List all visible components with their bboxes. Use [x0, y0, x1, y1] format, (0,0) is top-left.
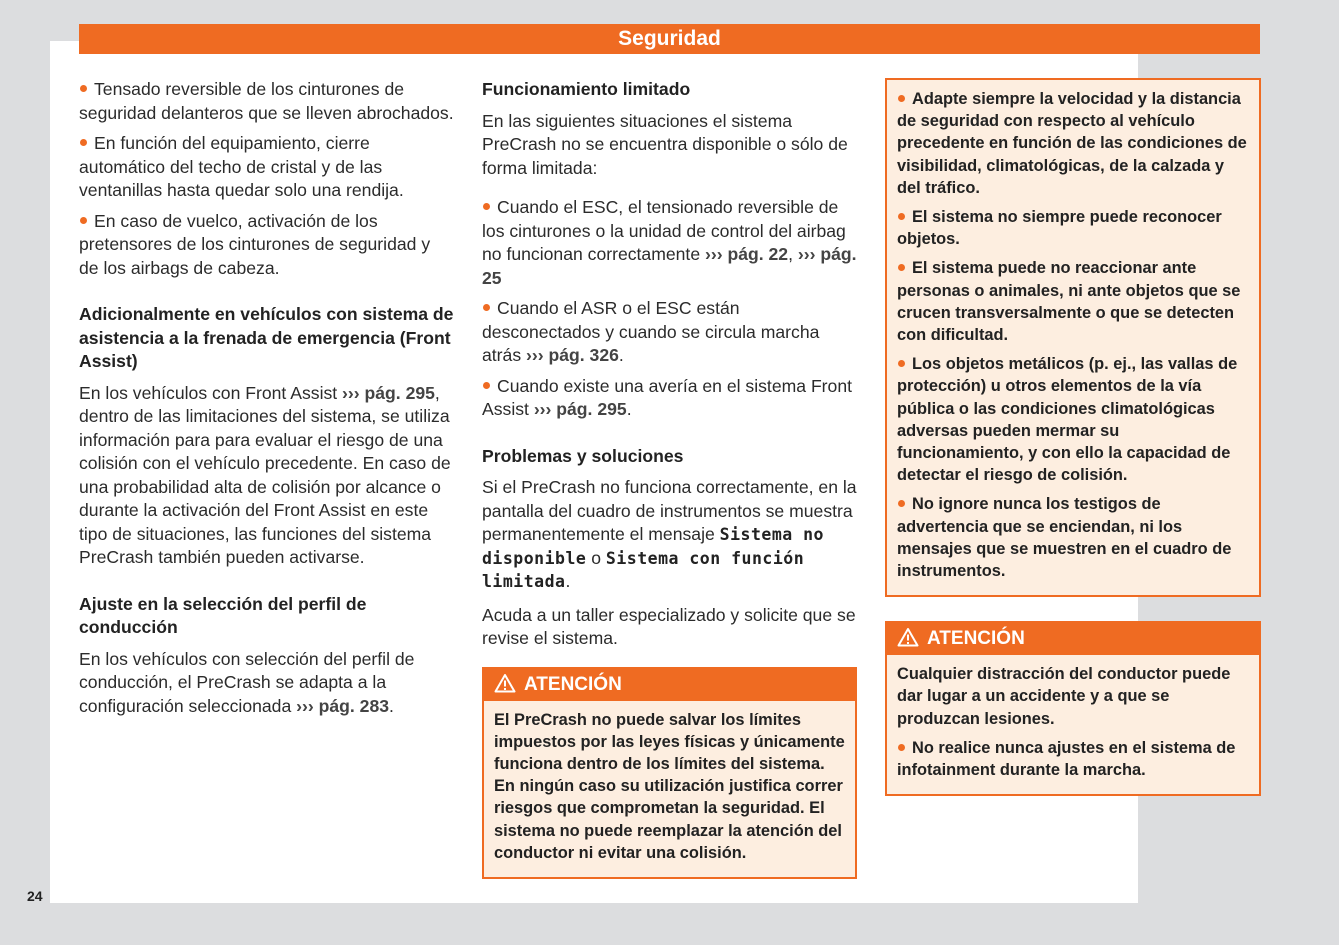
- page-reference-link[interactable]: ››› pág. 22: [705, 244, 789, 264]
- paragraph: Acuda a un taller especializado y solicite que se revise el sistema.: [482, 604, 856, 648]
- list-item: El sistema no siempre puede reconocer objetos.: [897, 206, 1249, 250]
- section-header: [79, 24, 1260, 54]
- list-item: Cuando existe una avería en el sistema Front Assist ››› pág. 295.: [482, 375, 857, 422]
- section-heading: Adicionalmente en vehículos con sistema de asistencia a la frenada de emergencia (Front Assist): [79, 304, 454, 371]
- warning-text: Cualquier distracción del conductor puede dar lugar a un accidente y a que se produzcan lesiones.: [897, 665, 1231, 728]
- warning-triangle-icon: [897, 627, 919, 647]
- warning-header: ATENCIÓN: [887, 623, 1259, 655]
- warning-triangle-icon: [494, 673, 516, 693]
- list-item: Cuando el ESC, el tensionado reversible de los cinturones o la unidad de control del airbag no funcionan correctamente ››› pág. 22, ››› pág. 25: [482, 196, 857, 290]
- display-message: Sistema no disponible: [482, 525, 824, 568]
- list-item: No realice nunca ajustes en el sistema de infotainment durante la marcha.: [897, 737, 1249, 781]
- page-reference-link[interactable]: ››› pág. 295: [533, 399, 627, 419]
- paragraph: En los vehículos con Front Assist ››› pág. 295, dentro de las limitaciones del sistema, se utiliza información para para evaluar el riesgo de una colisión con el vehículo precedente. En caso de una probabilidad alta de colisión por alcance o durante la activación del Front Assist en este tipo de situaciones, las funciones del sistema PreCrash también pueden activarse.: [79, 382, 451, 567]
- paragraph: En las siguientes situaciones el sistema PreCrash no se encuentra disponible o sólo de forma limitada:: [482, 110, 848, 178]
- page-reference-link[interactable]: ››› pág. 295: [342, 382, 435, 403]
- page-reference-link[interactable]: ››› pág. 283: [296, 695, 390, 716]
- section-heading: Funcionamiento limitado: [482, 79, 691, 99]
- list-item: En función del equipamiento, cierre automático del techo de cristal y de las ventanillas hasta quedar solo una rendija.: [79, 132, 454, 203]
- page-reference-link[interactable]: ››› pág. 326: [526, 345, 619, 365]
- section-heading: Ajuste en la selección del perfil de conducción: [79, 593, 367, 637]
- column-middle: [482, 78, 857, 879]
- list-item: En caso de vuelco, activación de los pretensores de los cinturones de seguridad y de los airbags de cabeza.: [79, 210, 454, 281]
- list-item: Cuando el ASR o el ESC están desconectados y cuando se circula marcha atrás ››› pág. 326.: [482, 297, 857, 368]
- page-reference-link[interactable]: ››› pág. 25: [482, 244, 857, 288]
- warning-box: [885, 621, 1261, 796]
- section-heading: Problemas y soluciones: [482, 445, 684, 466]
- warning-box: [482, 667, 857, 879]
- caution-box: [885, 78, 1261, 597]
- warning-text: El PreCrash no puede salvar los límites impuestos por las leyes físicas y únicamente funciona dentro de los límites del sistema. En ningún caso su utilización justifica correr riesgos que comprometan la seguridad. El sistema no puede reemplazar la atención del conductor ni evitar una colisión.: [494, 710, 845, 862]
- warning-header: ATENCIÓN: [484, 669, 855, 701]
- list-item: Adapte siempre la velocidad y la distancia de seguridad con respecto al vehículo precedente en función de las condiciones de visibilidad, climatológicas, de la calzada y del tráfico.: [897, 88, 1249, 199]
- list-item: No ignore nunca los testigos de advertencia que se enciendan, ni los mensajes que se muestren en el cuadro de instrumentos.: [897, 493, 1249, 582]
- paragraph: Si el PreCrash no funciona correctamente, en la pantalla del cuadro de instrumentos se muestra permanentemente el mensaje Sistema no disponible o Sistema con función limitada.: [482, 477, 857, 591]
- column-left: [79, 78, 454, 725]
- list-item: Tensado reversible de los cinturones de seguridad delanteros que se lleven abrochados.: [79, 78, 454, 125]
- section-title: Seguridad: [618, 27, 721, 50]
- display-message: Sistema con función limitada: [482, 548, 805, 591]
- column-right: [885, 78, 1261, 796]
- paragraph: En los vehículos con selección del perfil de conducción, el PreCrash se adapta a la configuración seleccionada ››› pág. 283.: [79, 648, 415, 716]
- page-number: 24: [27, 888, 43, 904]
- list-item: El sistema puede no reaccionar ante personas o animales, ni ante objetos que se crucen transversalmente o que se detecten con dificultad.: [897, 257, 1249, 346]
- list-item: Los objetos metálicos (p. ej., las vallas de protección) u otros elementos de la vía pública o las condiciones climatológicas adversas pueden mermar su funcionamiento, y con ello la capacidad de detectar el riesgo de colisión.: [897, 353, 1249, 486]
